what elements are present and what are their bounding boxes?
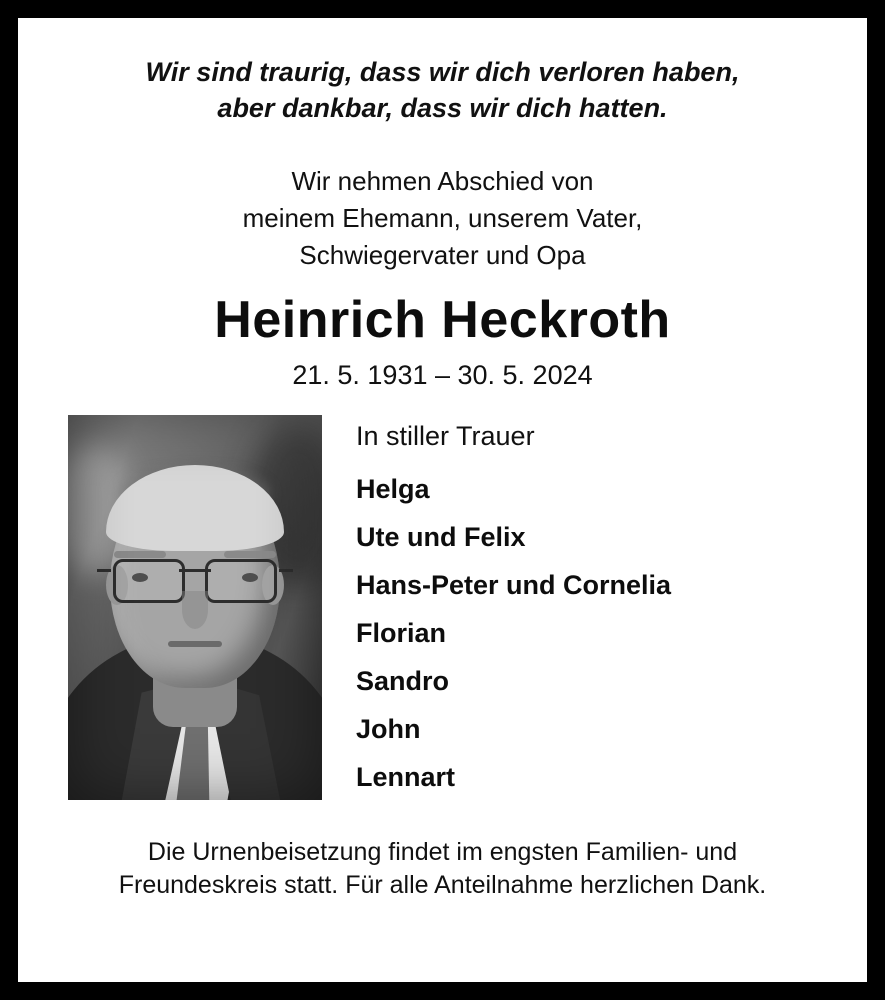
deceased-name: Heinrich Heckroth [214, 290, 671, 349]
quote-line-1: Wir sind traurig, dass wir dich verloren haben, [145, 57, 740, 87]
intro-line-2: meinem Ehemann, unserem Vater, [242, 202, 643, 233]
portrait-wrapper [68, 415, 322, 800]
list-item: Hans-Peter und Cornelia [356, 569, 672, 600]
funeral-info-line-1: Die Urnenbeisetzung findet im engsten Familien- und [147, 837, 738, 866]
mourners-list [356, 415, 817, 810]
list-item: John [356, 713, 421, 744]
list-item: Sandro [356, 665, 450, 696]
list-item: Florian [356, 617, 447, 648]
obituary-notice [18, 18, 867, 982]
intro-line-1: Wir nehmen Abschied von [291, 165, 594, 196]
intro-line-3: Schwiegervater und Opa [299, 239, 586, 270]
mourning-label: In stiller Trauer [356, 420, 535, 451]
quote-block [18, 54, 867, 127]
intro-block [18, 163, 867, 274]
portrait-and-mourners [18, 415, 867, 810]
list-item: Lennart [356, 761, 456, 792]
photo-vignette [68, 415, 322, 800]
list-item: Helga [356, 473, 430, 504]
life-dates: 21. 5. 1931 – 30. 5. 2024 [292, 359, 593, 390]
funeral-info-line-2: Freundeskreis statt. Für alle Anteilnahme herzlichen Dank. [118, 871, 767, 900]
portrait-photo [68, 415, 322, 800]
funeral-info [18, 836, 867, 903]
quote-line-2: aber dankbar, dass wir dich hatten. [217, 93, 668, 124]
list-item: Ute und Felix [356, 521, 526, 552]
